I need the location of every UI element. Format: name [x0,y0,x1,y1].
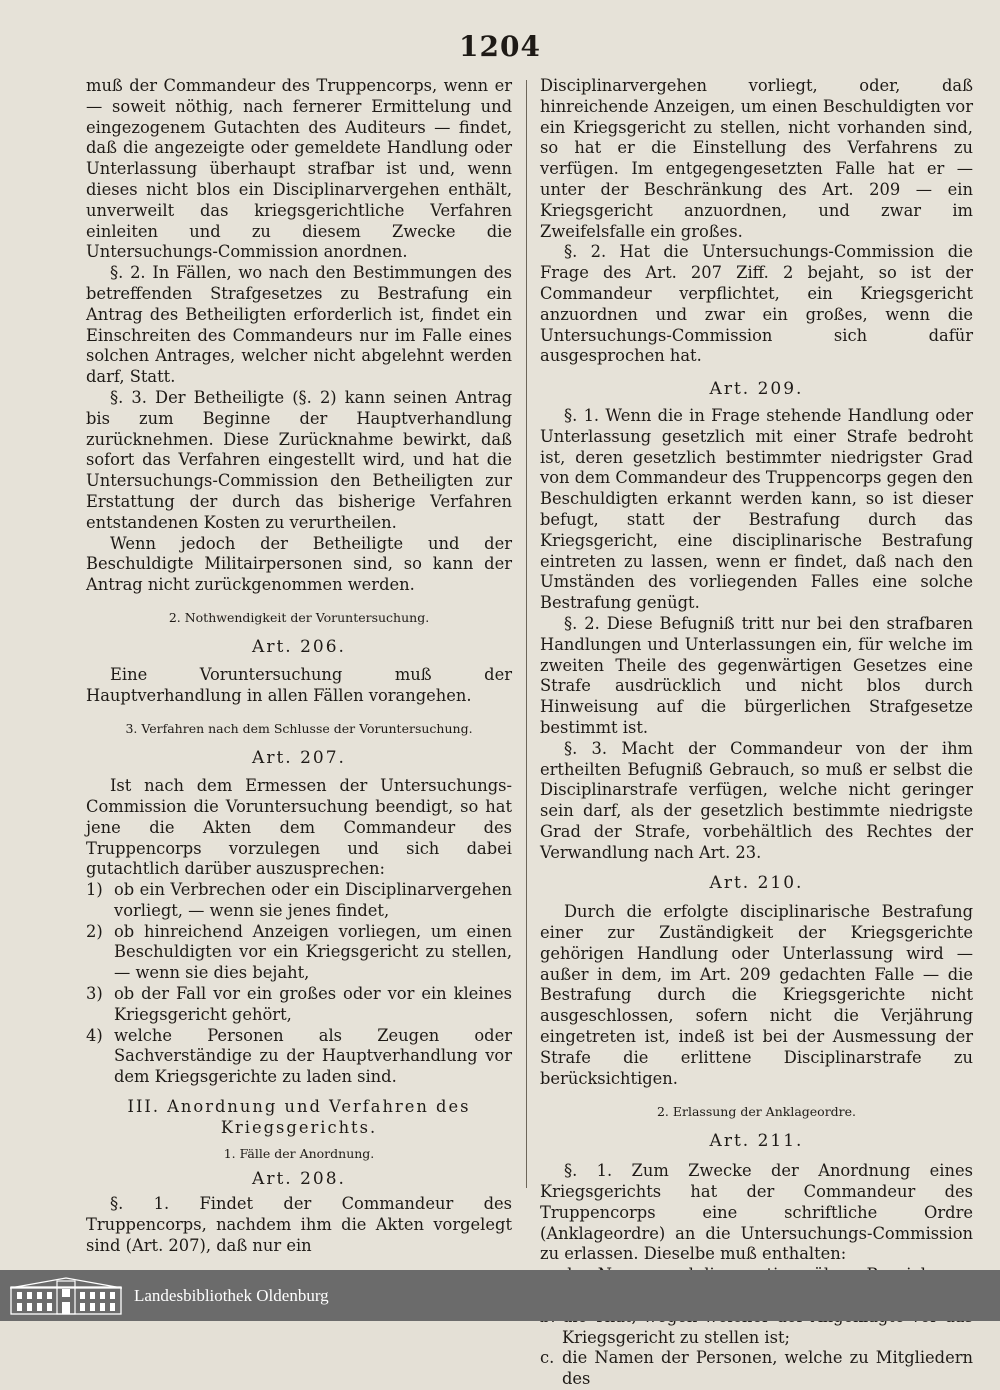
section-heading: III. Anordnung und Verfahren des Kriegsgerichts. [127,1097,471,1137]
list-number: 3) [86,984,103,1004]
library-building-icon [10,1277,122,1315]
article-heading: Art. 211. [709,1131,804,1152]
library-footer [0,1270,1000,1321]
list-text: Kriegsgericht zu stellen ist; [562,1327,791,1347]
subheading: 1. Fälle der Anordnung. [223,1145,375,1161]
paragraph: §. 1. Zum Zwecke der Anordnung eines Kriegsgerichts hat der Commandeur des Truppencorps eine schriftliche Ordre (Anklageordre) an die Untersuchungs-Commission zu erlassen. Dieselbe muß enthalten: [540,1161,973,1264]
paragraph: §. 2. Diese Befugniß tritt nur bei den strafbaren Handlungen und Unterlassungen ein, für welche im zweiten Theile des gegenwärtigen Gesetzes eine Strafe ausdrücklich und nicht blos durch Hinweisung auf die bürgerlichen Strafgesetze bestimmt ist. [540,613,973,737]
list-letter: c. [540,1348,555,1368]
list-text: welche Personen als Zeugen oder Sachverständige zu der Hauptverhandlung vor dem Kriegsgerichte zu laden sind. [114,1025,512,1087]
paragraph: §. 3. Der Betheiligte (§. 2) kann seinen Antrag bis zum Beginne der Hauptverhandlung zurücknehmen. Diese Zurücknahme bewirkt, daß sofort das Verfahren eingestellt wird, und hat die Untersuchungs-Commission den Betheiligten zur Erstattung der durch das bisherige Verfahren entstandenen Kosten zu verurtheilen. [86,387,512,532]
paragraph: §. 3. Macht der Commandeur von der ihm ertheilten Befugniß Gebrauch, so muß er selbst die Disciplinarstrafe verfügen, welche nicht geringer sein darf, als der gesetzlich bestimmte niedrigste Grad der Strafe, vorbehältlich des Rechtes der Verwandlung nach Art. 23. [540,738,973,862]
article-heading: Art. 206. [252,636,346,657]
list-item [86,984,512,1026]
article-heading: Art. 208. [252,1168,346,1189]
paragraph: Ist nach dem Ermessen der Untersuchungs-Commission die Voruntersuchung beendigt, so hat jene die Akten dem Commandeur des Truppencorps vorzulegen und sich dabei gutachtlich darüber auszusprechen: [86,776,512,879]
paragraph: Durch die erfolgte disciplinarische Bestrafung einer zur Zuständigkeit der Kriegsgerichte gehörigen Handlung oder Unterlassung wird — außer in dem, im Art. 209 gedachten Falle — die Bestrafung durch die Kriegsgerichte nicht ausgeschlossen, sofern nicht die Verjährung eingetreten ist, indeß ist bei der Ausmessung der Strafe die erlittene Disciplinarstrafe zu berücksichtigen. [540,902,973,1088]
paragraph: §. 1. Wenn die in Frage stehende Handlung oder Unterlassung gesetzlich mit einer Strafe bedroht ist, deren gesetzlich bestimmter niedrigster Grad von dem Commandeur des Truppencorps gegen den Beschuldigten erkannt werden kann, so ist dieser befugt, statt der Bestrafung durch das Kriegsgericht, eine disciplinarische Bestrafung eintreten zu lassen, wenn er findet, daß nach den Umständen des vorliegenden Falles eine solche Bestrafung genügt. [540,405,973,613]
column-divider [526,80,527,1188]
list-item [86,922,512,984]
list-text: ob der Fall vor ein großes oder vor ein kleines Kriegsgericht gehört, [114,984,512,1024]
paragraph: §. 2. Hat die Untersuchungs-Commission die Frage des Art. 207 Ziff. 2 bejaht, so ist der Commandeur verpflichtet, ein Kriegsgericht anzuordnen und zwar ein großes, wenn die Untersuchungs-Commission sich dafür ausgesprochen hat. [540,242,973,366]
paragraph: §. 2. In Fällen, wo nach den Bestimmungen des betreffenden Strafgesetzes zu Bestrafung ein Antrag des Betheiligten erforderlich ist, findet ein Einschreiten des Commandeurs nur im Falle eines solchen Antrages, welcher nicht abgelehnt werden darf, Statt. [86,263,512,387]
list-text: ob ein Verbrechen oder ein Disciplinarvergehen vorliegt, — wenn sie jenes findet, [114,880,512,920]
list-number: 1) [86,880,103,900]
list-item [86,880,512,922]
list-text: ob hinreichend Anzeigen vorliegen, um einen Beschuldigten vor ein Kriegsgericht zu stellen, — wenn sie dies bejaht, [114,921,512,983]
list-number: 2) [86,921,103,941]
numbered-list [86,880,512,1088]
subheading: 3. Verfahren nach dem Schlusse der Voruntersuchung. [125,721,473,737]
paragraph: Eine Voruntersuchung muß der Hauptverhandlung in allen Fällen vorangehen. [86,664,512,705]
right-column [540,76,973,1390]
article-heading: Art. 207. [252,748,346,769]
paragraph: Wenn jedoch der Betheiligte und der Beschuldigte Militairpersonen sind, so kann der Antrag nicht zurückgenommen werden. [86,533,512,595]
article-heading: Art. 210. [709,873,804,894]
subheading: 2. Erlassung der Anklageordre. [656,1104,857,1120]
library-name: Landesbibliothek Oldenburg [134,1285,329,1305]
list-text: die Namen der Personen, welche zu Mitgliedern des [562,1348,973,1389]
list-item [540,1348,973,1390]
paragraph: muß der Commandeur des Truppencorps, wenn er — soweit nöthig, nach fernerer Ermittelung und eingezogenem Gutachten des Auditeurs — findet, daß die angezeigte oder gemeldete Handlung oder Unterlassung überhaupt strafbar ist und, wenn dieses nicht blos ein Disciplinarvergehen enthält, unverweilt das kriegsgerichtliche Verfahren einleiten und zu diesem Zwecke die Untersuchungs-Commission anordnen. [86,76,512,262]
subheading: 2. Nothwendigkeit der Voruntersuchung. [168,609,430,625]
article-heading: Art. 209. [709,379,804,400]
list-number: 4) [86,1025,103,1045]
page-number: 1204 [459,30,541,63]
paragraph: Disciplinarvergehen vorliegt, oder, daß hinreichende Anzeigen, um einen Beschuldigten vor ein Kriegsgericht zu stellen, nicht vorhanden sind, so hat er die Einstellung des Verfahrens zu verfügen. Im entgegengesetzten Falle hat er — unter der Beschränkung des Art. 209 — ein Kriegsgericht anzuordnen, und zwar im Zweifelsfalle ein großes. [540,76,973,241]
list-item [86,1026,512,1088]
paragraph: §. 1. Findet der Commandeur des Truppencorps, nachdem ihm die Akten vorgelegt sind (Art. 207), daß nur ein [86,1194,512,1256]
left-column [86,76,512,1257]
